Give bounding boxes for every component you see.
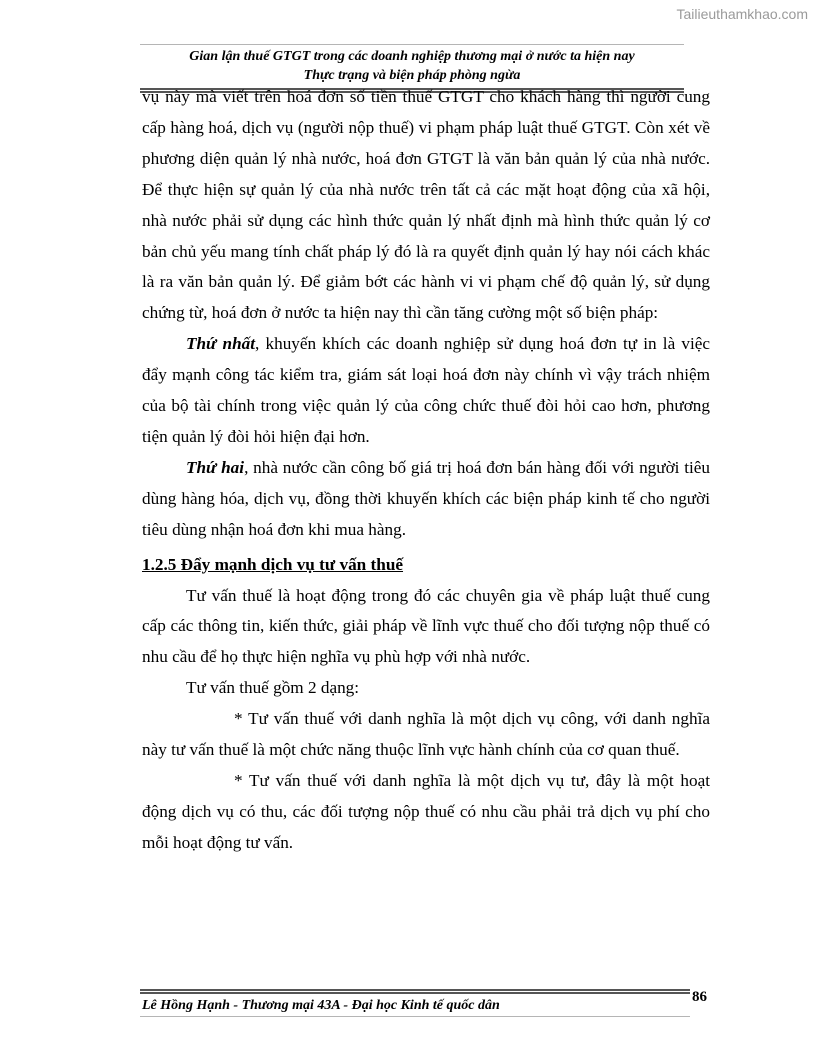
paragraph-2 [142,329,710,453]
header-title-line2: Thực trạng và biện pháp phòng ngừa [303,68,521,83]
header-title-line1: Gian lận thuế GTGT trong các doanh nghiệp thương mại ở nước ta hiện nay [189,49,635,64]
page-footer: Lê Hồng Hạnh - Thương mại 43A - Đại học Kinh tế quốc dân [140,989,690,1017]
watermark-text: Tailieuthamkhao.com [676,6,808,22]
paragraph-5: Tư vấn thuế gồm 2 dạng: [186,678,360,698]
paragraph-2-text: , khuyến khích các doanh nghiệp sử dụng hoá đơn tự in là việc đẩy mạnh công tác kiểm tra, giám sát loại hoá đơn này chính vì vậy trách nhiệm của bộ tài chính trong việc quản lý của công chức thuế đòi hỏi cao hơn, phương tiện quản lý đòi hỏi hiện đại hơn. [142,334,711,446]
paragraph-4: Tư vấn thuế là hoạt động trong đó các chuyên gia về pháp luật thuế cung cấp các thông tin, kiến thức, giải pháp về lĩnh vực thuế cho đối tượng nộp thuế có nhu cầu để họ thực hiện nghĩa vụ phù hợp với nhà nước. [142,585,710,667]
paragraph-2-lead: Thứ nhất [186,334,256,354]
paragraph-3-text: , nhà nước cần công bố giá trị hoá đơn bán hàng đối với người tiêu dùng hàng hóa, dịch vụ, đồng thời khuyến khích các biện pháp kinh tế cho người tiêu dùng nhận hoá đơn khi mua hàng. [142,457,710,539]
page-number: 86 [692,989,707,1005]
section-heading: 1.2.5 Đẩy mạnh dịch vụ tư vấn thuế [142,554,404,574]
paragraph-7: * Tư vấn thuế với danh nghĩa là một dịch vụ tư, đây là một hoạt động dịch vụ có thu, các đối tượng nộp thuế có nhu cầu phải trả dịch vụ phí cho mỗi hoạt động tư vấn. [142,770,710,852]
paragraph-6: * Tư vấn thuế với danh nghĩa là một dịch vụ công, với danh nghĩa này tư vấn thuế là một chức năng thuộc lĩnh vực hành chính của cơ quan thuế. [142,709,710,760]
paragraph-3 [142,453,710,546]
paragraph-1: vụ này mà viết trên hoá đơn số tiền thuế GTGT cho khách hàng thì người cung cấp hàng hoá, dịch vụ (người nộp thuế) vi phạm pháp luật thuế GTGT. Còn xét về phương diện quản lý nhà nước, hoá đơn GTGT là văn bản quản lý của nhà nước. Để thực hiện sự quản lý của nhà nước trên tất cả các mặt hoạt động của xã hội, nhà nước phải sử dụng các hình thức quản lý nhất định mà hình thức quản lý cơ bản chủ yếu mang tính chất pháp lý đó là ra quyết định quản lý hay nói cách khác là ra văn bản quản lý. Để giảm bớt các hành vi vi phạm chế độ quản lý, sử dụng chứng từ, hoá đơn ở nước ta hiện nay thì cần tăng cường một số biện pháp: [142,87,710,323]
paragraph-3-lead: Thứ hai [186,457,245,477]
document-body [142,82,710,859]
